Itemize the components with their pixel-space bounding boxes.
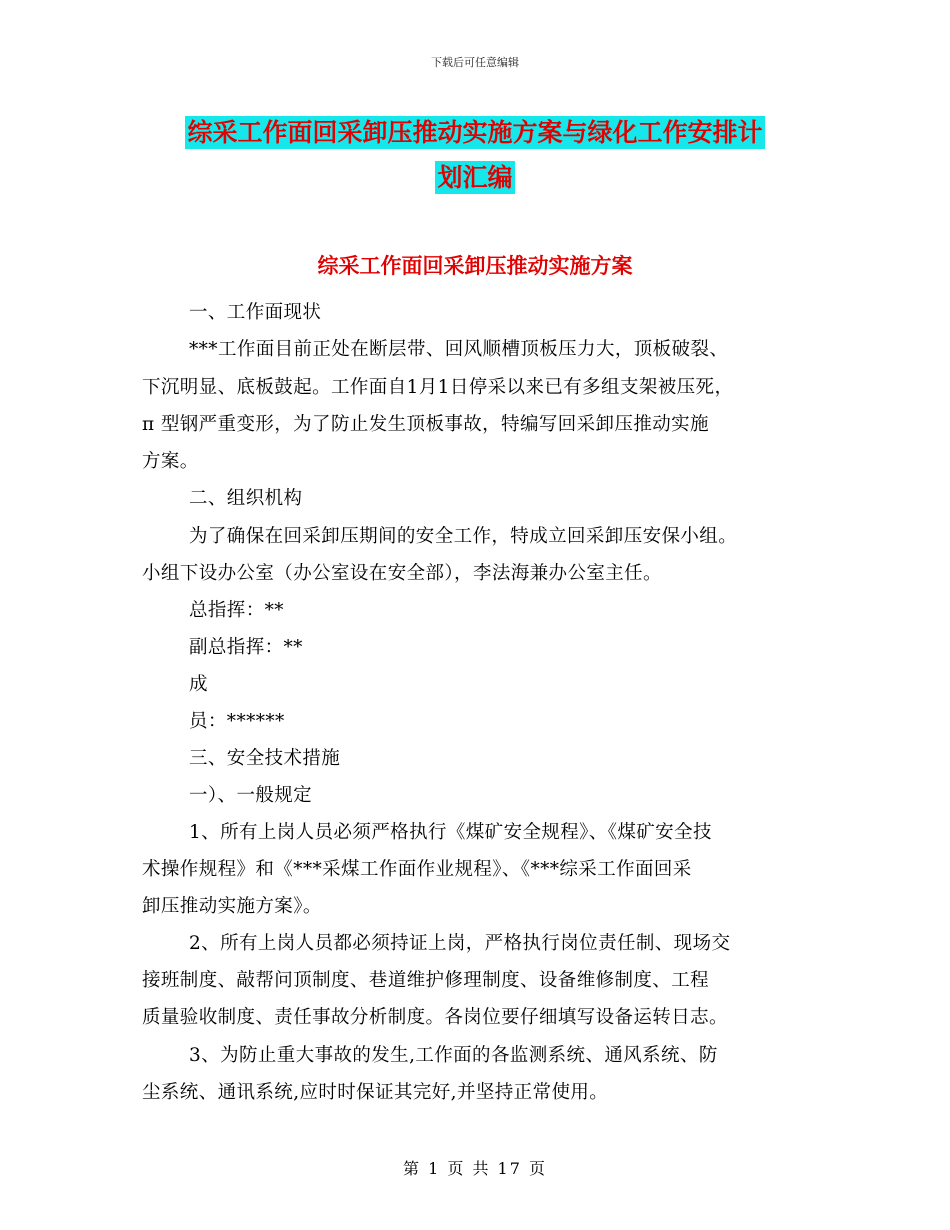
paragraph-line: 尘系统、通讯系统,应时时保证其完好,并坚持正常使用。	[142, 1082, 609, 1103]
paragraph-line: ***工作面目前正处在断层带、回风顺槽顶板压力大，顶板破裂、	[189, 339, 729, 360]
subheading-general-rules: 一）、一般规定	[189, 785, 313, 806]
heading-work-face-status: 一、工作面现状	[189, 302, 322, 323]
paragraph-line: 接班制度、敲帮问顶制度、巷道维护修理制度、设备维修制度、工程	[142, 970, 710, 991]
paragraph-line: 小组下设办公室（办公室设在安全部），李法海兼办公室主任。	[142, 563, 662, 584]
deputy-commander-line: 副总指挥：**	[189, 637, 303, 658]
commander-line: 总指挥：**	[189, 600, 284, 621]
paragraph-line: 质量验收制度、责任事故分析制度。各岗位要仔细填写设备运转日志。	[142, 1007, 728, 1028]
paragraph-line: 术操作规程》和《***采煤工作面作业规程》、《***综采工作面回采	[142, 859, 692, 880]
page-number-footer: 第 1 页 共 17 页	[403, 1159, 547, 1178]
document-title-line-1: 综采工作面回采卸压推动实施方案与绿化工作安排计	[187, 118, 763, 147]
section-title: 综采工作面回采卸压推动实施方案	[317, 254, 633, 278]
members-label-line: 成	[189, 674, 208, 695]
paragraph-line: 3、为防止重大事故的发生,工作面的各监测系统、通风系统、防	[189, 1045, 718, 1066]
paragraph-line: π 型钢严重变形，为了防止发生顶板事故，特编写回采卸压推动实施	[142, 414, 709, 435]
heading-safety-measures: 三、安全技术措施	[189, 748, 341, 769]
paragraph-line: 2、所有上岗人员都必须持证上岗，严格执行岗位责任制、现场交	[189, 933, 731, 954]
paragraph-line: 卸压推动实施方案》。	[142, 896, 322, 917]
header-note: 下载后可任意编辑	[431, 56, 519, 69]
paragraph-line: 方案。	[142, 451, 199, 472]
paragraph-line: 为了确保在回采卸压期间的安全工作，特成立回采卸压安保小组。	[189, 526, 738, 547]
paragraph-line: 1、所有上岗人员必须严格执行《煤矿安全规程》、《煤矿安全技	[189, 822, 712, 843]
paragraph-line: 下沉明显、底板鼓起。工作面自1月1日停采以来已有多组支架被压死，	[142, 377, 734, 398]
members-line: 员：******	[189, 711, 285, 732]
heading-organization: 二、组织机构	[189, 488, 303, 509]
document-title-line-2: 划汇编	[437, 163, 513, 192]
